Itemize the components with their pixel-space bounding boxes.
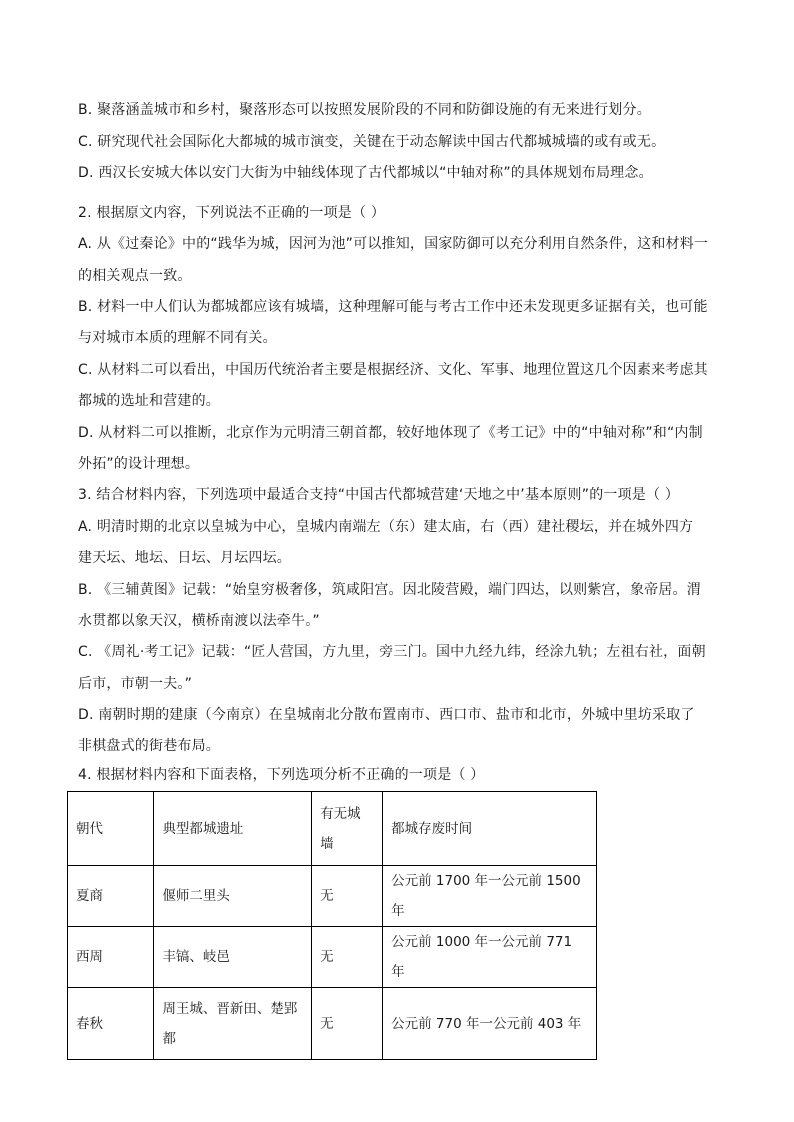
q3-option-b-line2: 水贯都以象天汉，横桥南渡以法牵牛。” xyxy=(78,613,320,629)
cell-duration: 公元前 770 年一公元前 403 年 xyxy=(383,988,597,1060)
question-2: 2. 根据原文内容，下列说法不正确的一项是（ ） xyxy=(78,205,386,221)
cell-capital-site: 丰镐、岐邑 xyxy=(154,927,312,988)
q3-option-c-line2: 后市，市朝一夫。” xyxy=(78,676,193,692)
header-capital-site: 典型都城遗址 xyxy=(154,792,312,866)
header-city-wall: 有无城墙 xyxy=(312,792,383,866)
dynasty-capital-table xyxy=(67,791,597,1060)
q3-option-a-line1: A. 明清时期的北京以皇城为中心，皇城内南端左（东）建太庙，右（西）建社稷坛，并在城外四方 xyxy=(78,519,694,535)
cell-duration: 公元前 1700 年一公元前 1500 年 xyxy=(383,866,597,927)
cell-city-wall: 无 xyxy=(312,988,383,1060)
q2-option-a-line2: 的相关观点一致。 xyxy=(78,268,192,284)
question-3: 3. 结合材料内容，下列选项中最适合支持“中国古代都城营建‘天地之中’基本原则”的一项是（ ） xyxy=(78,487,680,503)
cell-city-wall: 无 xyxy=(312,866,383,927)
cell-duration: 公元前 1000 年一公元前 771 年 xyxy=(383,927,597,988)
table-row xyxy=(68,927,597,988)
cell-capital-site: 周王城、晋新田、楚郢都 xyxy=(154,988,312,1060)
option-c-line: C. 研究现代社会国际化大都城的城市演变，关键在于动态解读中国古代都城城墙的或有或无。 xyxy=(78,134,666,150)
option-d-line: D. 西汉长安城大体以安门大街为中轴线体现了古代都城以“中轴对称”的具体规划布局理念。 xyxy=(78,165,653,181)
header-duration: 都城存废时间 xyxy=(383,792,597,866)
cell-city-wall: 无 xyxy=(312,927,383,988)
q3-option-c-line1: C. 《周礼·考工记》记载：“匠人营国，方九里，旁三门。国中九经九纬，经涂九轨；左祖右社，面朝 xyxy=(78,644,706,660)
table-row xyxy=(68,988,597,1060)
cell-dynasty: 夏商 xyxy=(68,866,154,927)
table-header-row xyxy=(68,792,597,866)
q2-option-d-line2: 外拓”的设计理想。 xyxy=(78,456,200,472)
table-row xyxy=(68,866,597,927)
q2-option-d-line1: D. 从材料二可以推断，北京作为元明清三朝首都，较好地体现了《考工记》中的“中轴对称”和“内制 xyxy=(78,425,703,441)
q3-option-a-line2: 建天坛、地坛、日坛、月坛四坛。 xyxy=(78,550,291,566)
q3-option-b-line1: B. 《三辅黄图》记载：“始皇穷极奢侈，筑咸阳宫。因北陵营殿，端门四达，以则紫宫，象帝居。渭 xyxy=(78,582,701,598)
q2-option-c-line1: C. 从材料二可以看出，中国历代统治者主要是根据经济、文化、军事、地理位置这几个因素来考虑其 xyxy=(78,362,708,378)
question-4: 4. 根据材料内容和下面表格，下列选项分析不正确的一项是（ ） xyxy=(78,767,485,783)
cell-dynasty: 春秋 xyxy=(68,988,154,1060)
q2-option-a-line1: A. 从《过秦论》中的“践华为城，因河为池”可以推知，国家防御可以充分利用自然条件，这和材料一 xyxy=(78,236,709,252)
option-b-line: B. 聚落涵盖城市和乡村，聚落形态可以按照发展阶段的不同和防御设施的有无来进行划分。 xyxy=(78,102,651,118)
header-dynasty: 朝代 xyxy=(68,792,154,866)
q2-option-b-line1: B. 材料一中人们认为都城都应该有城墙，这种理解可能与考古工作中还未发现更多证据有关，也可能 xyxy=(78,299,708,315)
q2-option-b-line2: 与对城市本质的理解不同有关。 xyxy=(78,330,277,346)
q2-option-c-line2: 都城的选址和营建的。 xyxy=(78,393,220,409)
q3-option-d-line2: 非棋盘式的街巷布局。 xyxy=(78,738,220,754)
cell-dynasty: 西周 xyxy=(68,927,154,988)
cell-capital-site: 偃师二里头 xyxy=(154,866,312,927)
q3-option-d-line1: D. 南朝时期的建康（今南京）在皇城南北分散布置南市、西口市、盐市和北市，外城中里坊采取了 xyxy=(78,707,695,723)
